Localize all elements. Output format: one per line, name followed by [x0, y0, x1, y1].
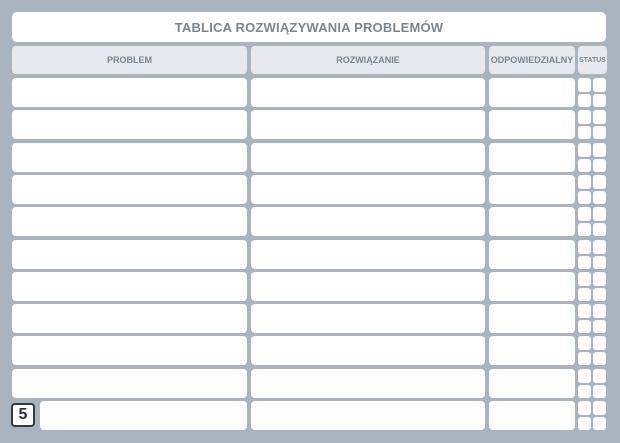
solution-cell[interactable]: [251, 240, 485, 269]
responsible-cell[interactable]: [489, 143, 575, 172]
responsible-cell[interactable]: [489, 304, 575, 333]
status-quadrant[interactable]: [578, 385, 591, 399]
status-quadrant[interactable]: [593, 159, 606, 173]
status-quadrant-box[interactable]: [578, 369, 606, 398]
status-quadrant[interactable]: [578, 320, 591, 334]
status-quadrant[interactable]: [578, 272, 591, 286]
status-quadrant[interactable]: [593, 110, 606, 124]
problem-cell[interactable]: [12, 369, 247, 398]
status-quadrant-box[interactable]: [578, 110, 606, 139]
problem-cell[interactable]: [12, 207, 247, 236]
status-quadrant[interactable]: [578, 191, 591, 205]
status-quadrant[interactable]: [593, 369, 606, 383]
status-quadrant[interactable]: [578, 369, 591, 383]
status-quadrant[interactable]: [593, 417, 606, 431]
responsible-cell[interactable]: [489, 272, 575, 301]
status-quadrant-box[interactable]: [578, 272, 606, 301]
status-quadrant[interactable]: [578, 223, 591, 237]
status-quadrant[interactable]: [593, 304, 606, 318]
header-solution: ROZWIĄZANIE: [251, 46, 485, 74]
status-quadrant[interactable]: [578, 175, 591, 189]
responsible-cell[interactable]: [489, 401, 575, 430]
solution-cell[interactable]: [251, 143, 485, 172]
status-quadrant[interactable]: [593, 126, 606, 140]
status-quadrant[interactable]: [578, 288, 591, 302]
solution-cell[interactable]: [251, 336, 485, 365]
responsible-cell[interactable]: [489, 110, 575, 139]
status-quadrant[interactable]: [578, 304, 591, 318]
status-quadrant[interactable]: [578, 240, 591, 254]
status-quadrant[interactable]: [593, 223, 606, 237]
status-quadrant[interactable]: [593, 240, 606, 254]
problem-cell[interactable]: [12, 78, 247, 107]
status-quadrant[interactable]: [593, 320, 606, 334]
status-quadrant-box[interactable]: [578, 401, 606, 430]
status-quadrant[interactable]: [593, 385, 606, 399]
header-problem: PROBLEM: [12, 46, 247, 74]
status-quadrant[interactable]: [593, 352, 606, 366]
status-quadrant[interactable]: [593, 143, 606, 157]
status-quadrant[interactable]: [593, 78, 606, 92]
status-quadrant[interactable]: [593, 272, 606, 286]
status-quadrant[interactable]: [578, 207, 591, 221]
solution-cell[interactable]: [251, 110, 485, 139]
status-quadrant-box[interactable]: [578, 336, 606, 365]
solution-cell[interactable]: [251, 78, 485, 107]
problem-cell[interactable]: [12, 175, 247, 204]
status-quadrant[interactable]: [578, 126, 591, 140]
solution-cell[interactable]: [251, 272, 485, 301]
responsible-cell[interactable]: [489, 369, 575, 398]
status-quadrant[interactable]: [578, 110, 591, 124]
solution-cell[interactable]: [251, 175, 485, 204]
responsible-cell[interactable]: [489, 175, 575, 204]
status-quadrant[interactable]: [593, 207, 606, 221]
status-quadrant[interactable]: [593, 94, 606, 108]
responsible-cell[interactable]: [489, 207, 575, 236]
problem-cell[interactable]: [12, 110, 247, 139]
status-quadrant[interactable]: [578, 417, 591, 431]
status-quadrant-box[interactable]: [578, 304, 606, 333]
board-number-badge: 5: [11, 403, 35, 427]
status-quadrant[interactable]: [578, 159, 591, 173]
status-quadrant[interactable]: [578, 352, 591, 366]
solution-cell[interactable]: [251, 207, 485, 236]
status-quadrant[interactable]: [578, 94, 591, 108]
problem-cell[interactable]: [12, 336, 247, 365]
problem-cell[interactable]: [12, 272, 247, 301]
problem-cell[interactable]: [40, 401, 247, 430]
responsible-cell[interactable]: [489, 336, 575, 365]
status-quadrant[interactable]: [593, 336, 606, 350]
responsible-cell[interactable]: [489, 240, 575, 269]
status-quadrant[interactable]: [578, 143, 591, 157]
status-quadrant[interactable]: [578, 256, 591, 270]
status-quadrant[interactable]: [578, 78, 591, 92]
responsible-cell[interactable]: [489, 78, 575, 107]
status-quadrant-box[interactable]: [578, 78, 606, 107]
header-status: STATUS: [578, 46, 607, 74]
status-quadrant[interactable]: [593, 401, 606, 415]
problem-cell[interactable]: [12, 143, 247, 172]
status-quadrant[interactable]: [593, 175, 606, 189]
status-quadrant-box[interactable]: [578, 207, 606, 236]
header-responsible: ODPOWIEDZIALNY: [489, 46, 575, 74]
status-quadrant-box[interactable]: [578, 240, 606, 269]
problem-cell[interactable]: [12, 304, 247, 333]
status-quadrant[interactable]: [593, 288, 606, 302]
problem-cell[interactable]: [12, 240, 247, 269]
solution-cell[interactable]: [251, 401, 485, 430]
status-quadrant[interactable]: [578, 401, 591, 415]
status-quadrant[interactable]: [593, 256, 606, 270]
solution-cell[interactable]: [251, 304, 485, 333]
status-quadrant[interactable]: [593, 191, 606, 205]
status-quadrant-box[interactable]: [578, 175, 606, 204]
solution-cell[interactable]: [251, 369, 485, 398]
status-quadrant-box[interactable]: [578, 143, 606, 172]
status-quadrant[interactable]: [578, 336, 591, 350]
board-title: TABLICA ROZWIĄZYWANIA PROBLEMÓW: [12, 12, 606, 42]
